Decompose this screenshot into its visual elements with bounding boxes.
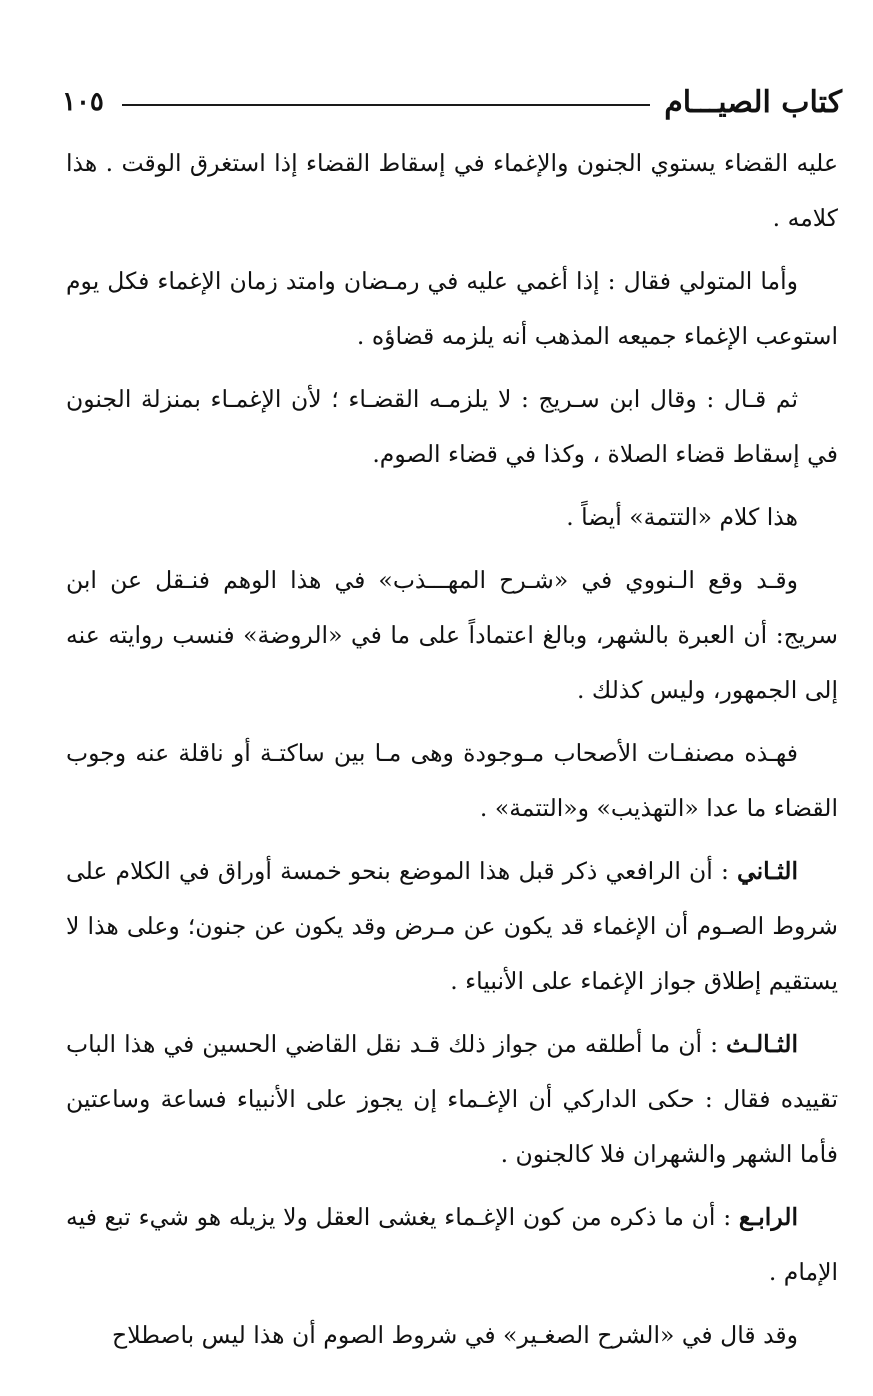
paragraph-2	[66, 254, 838, 364]
paragraph-text: وقـد وقع الـنووي في «شـرح المهـــذب» في هذا الوهم فنـقل عن ابن سريج: أن العبرة بالشهر، وبالغ اعتماداً على ما في «الروضة» فنسب روايته عنه إلى الجمهور، وليس كذلك .	[66, 566, 838, 704]
paragraph-8	[66, 1017, 838, 1182]
section-lead-third: الثـالـث	[726, 1030, 798, 1058]
paragraph-10	[66, 1308, 838, 1363]
paragraph-text: فهـذه مصنفـات الأصحاب مـوجودة وهى مـا بين ساكتـة أو ناقلة عنه وجوب القضاء ما عدا «التهذيب» و«التتمة» .	[66, 739, 838, 822]
paragraph-text: وقد قال في «الشرح الصغـير» في شروط الصوم أن هذا ليس باصطلاح	[112, 1321, 798, 1349]
paragraph-text: هذا كلام «التتمة» أيضاً .	[566, 503, 798, 531]
paragraph-4	[66, 490, 838, 545]
running-header	[62, 78, 842, 126]
paragraph-9	[66, 1190, 838, 1300]
page-number: ١٠٥	[62, 87, 104, 117]
paragraph-5	[66, 553, 838, 718]
section-lead-fourth: الرابـع	[738, 1203, 798, 1231]
paragraph-text: : أن ما ذكره من كون الإغـماء يغشى العقل ولا يزيله هو شيء تبع فيه الإمام .	[66, 1203, 838, 1286]
paragraph-1	[66, 136, 838, 246]
body-text	[66, 136, 838, 1371]
paragraph-6	[66, 726, 838, 836]
chapter-title: كتاب الصيـــام	[664, 84, 842, 120]
paragraph-7	[66, 844, 838, 1009]
paragraph-text: وأما المتولي فقال : إذا أغمي عليه في رمـضان وامتد زمان الإغماء فكل يوم استوعب الإغماء جميعه المذهب أنه يلزمه قضاؤه .	[66, 267, 838, 350]
paragraph-3	[66, 372, 838, 482]
paragraph-text: ثم قـال : وقال ابن سـريج : لا يلزمـه القضـاء ؛ لأن الإغمـاء بمنزلة الجنون في إسقاط قضاء الصلاة ، وكذا في قضاء الصوم.	[66, 385, 838, 468]
paragraph-text: عليه القضاء يستوي الجنون والإغماء في إسقاط القضاء إذا استغرق الوقت . هذا كلامه .	[66, 149, 838, 232]
paragraph-text: : أن ما أطلقه من جواز ذلك قـد نقل القاضي الحسين في هذا الباب تقييده فقال : حكى الداركي أن الإغـماء إن يجوز على الأنبياء فساعة وساعتين فأما الشهر والشهران فلا كالجنون .	[66, 1030, 838, 1168]
section-lead-second: الثـاني	[737, 857, 798, 885]
paragraph-text: : أن الرافعي ذكر قبل هذا الموضع بنحو خمسة أوراق في الكلام على شروط الصـوم أن الإغماء قد يكون عن مـرض وقد يكون عن جنون؛ وعلى هذا لا يستقيم إطلاق جواز الإغماء على الأنبياء .	[66, 857, 838, 995]
header-rule	[122, 104, 650, 106]
